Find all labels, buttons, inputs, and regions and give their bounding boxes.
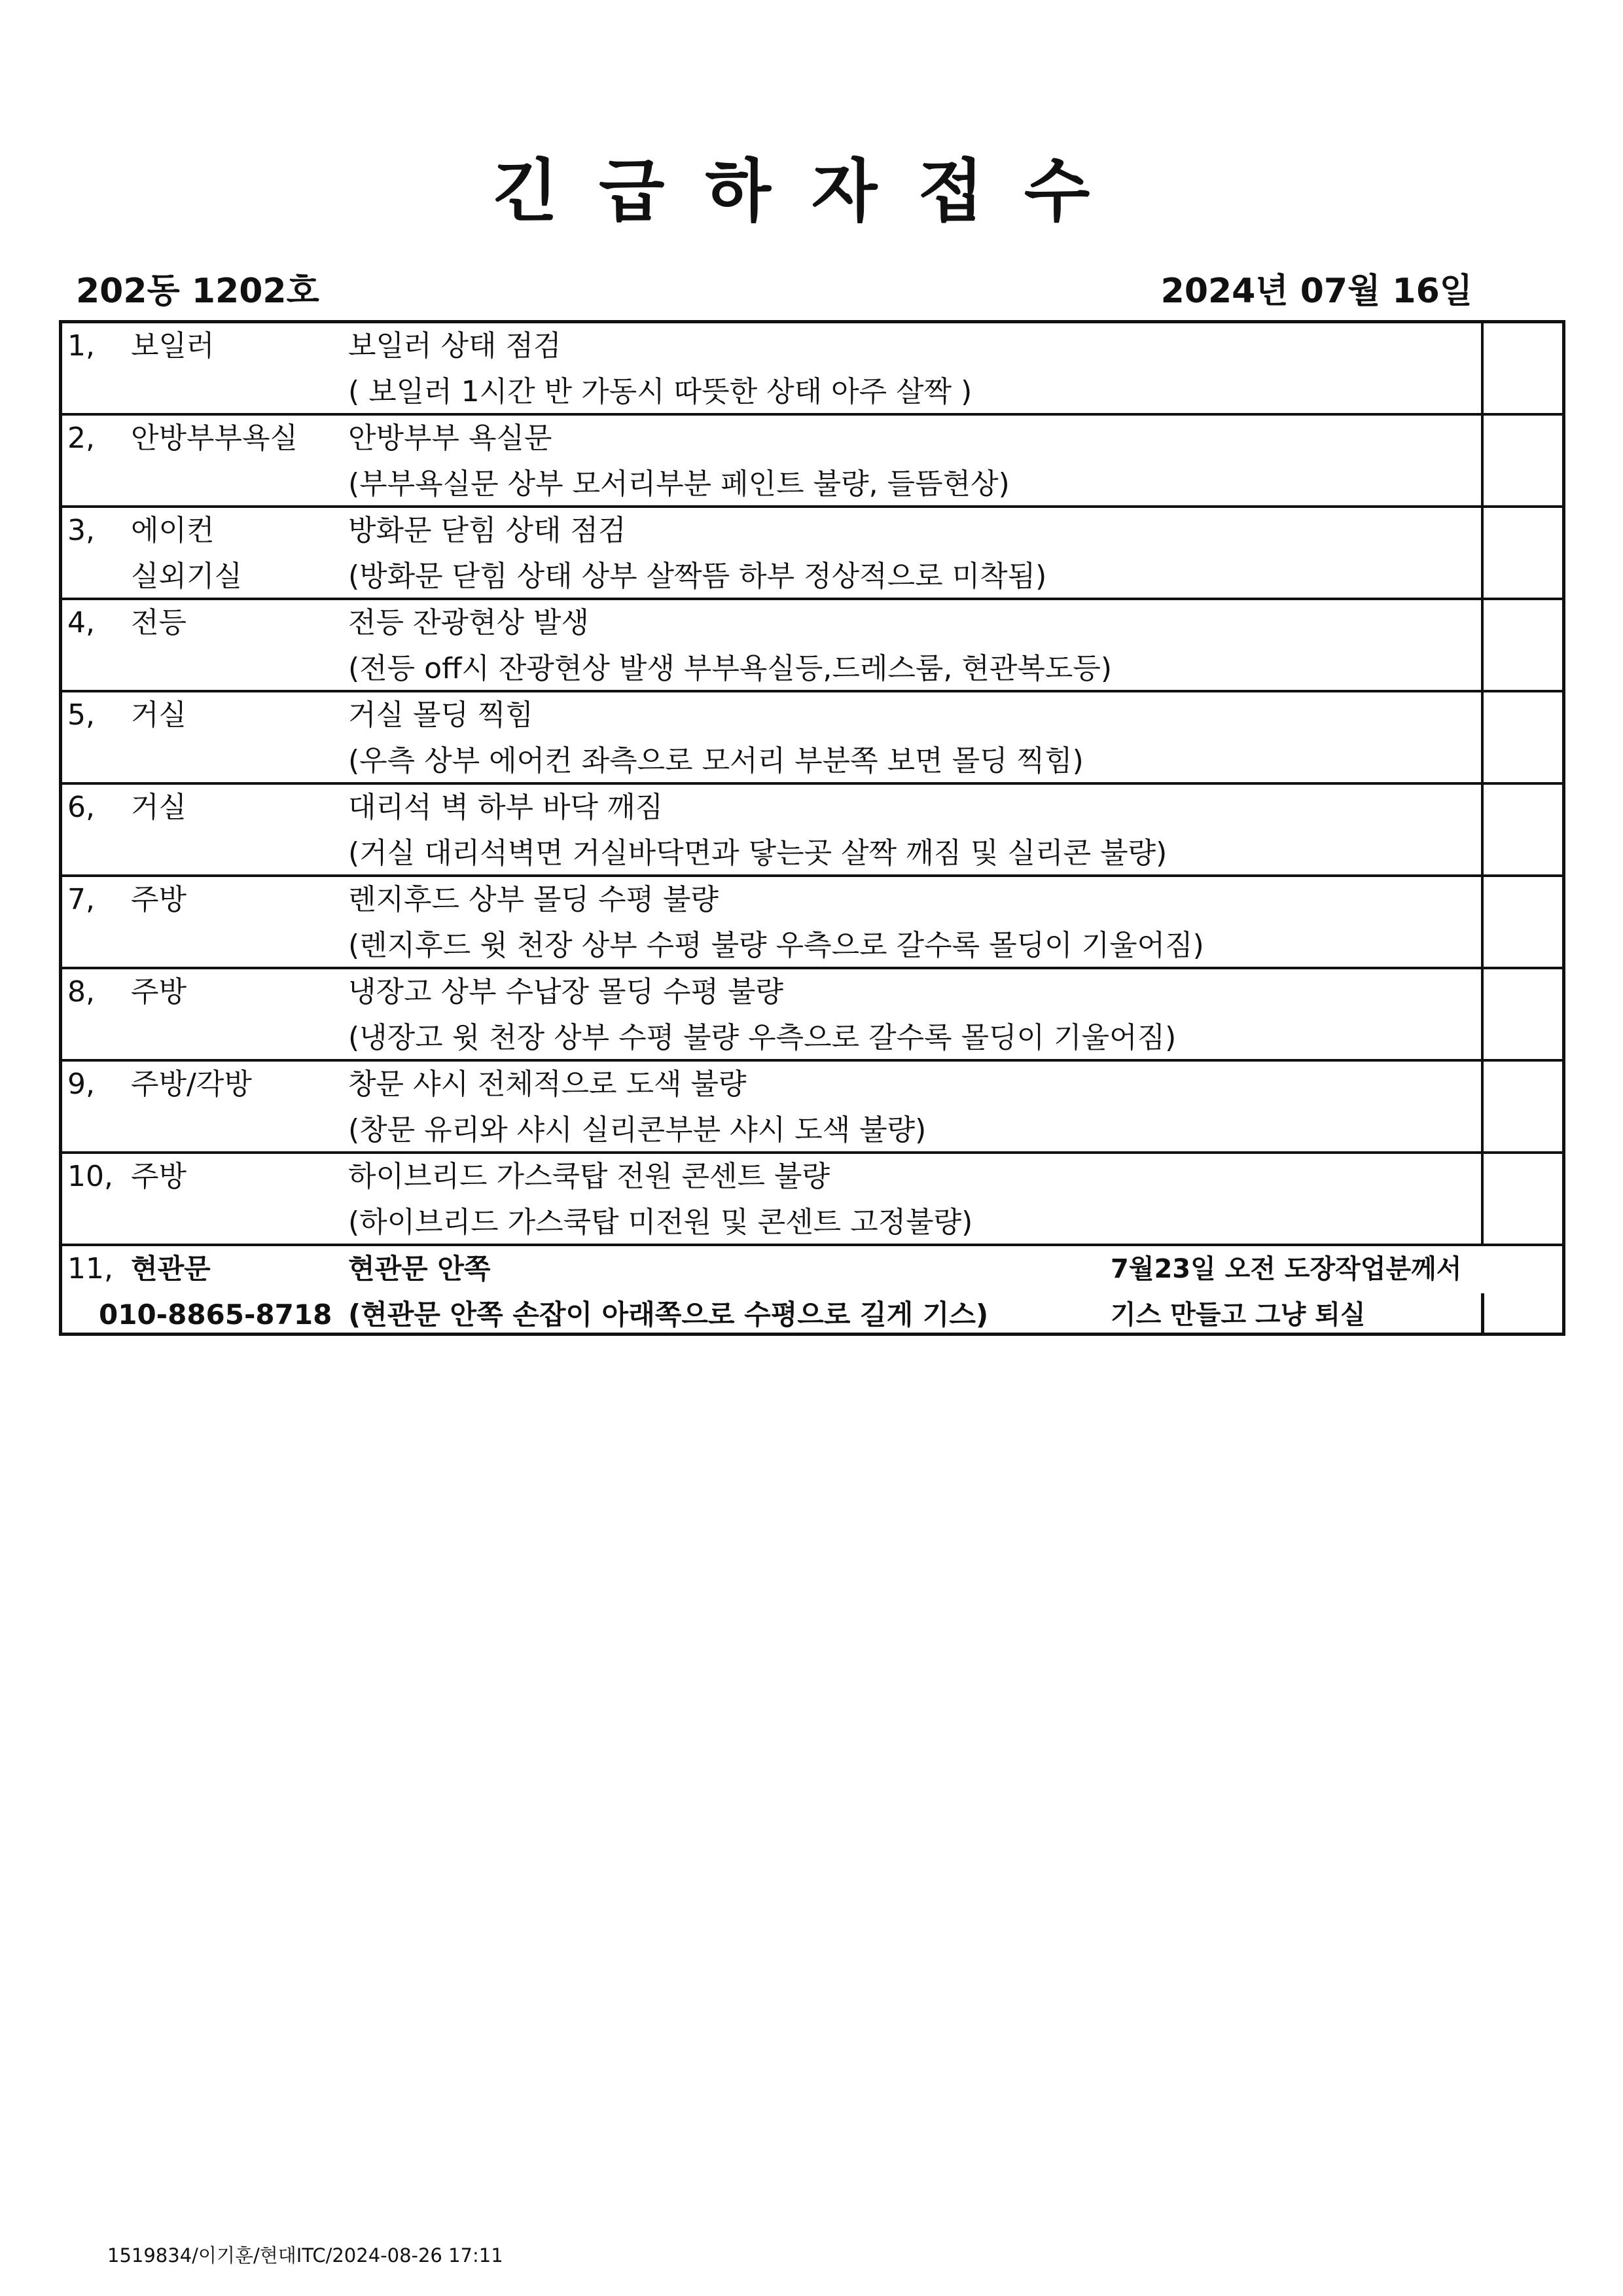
row-title: 안방부부 욕실문 bbox=[348, 422, 552, 455]
table-row bbox=[62, 1154, 1562, 1246]
row-location: 전등 bbox=[131, 606, 187, 639]
row-number: 5, bbox=[67, 698, 95, 732]
row-number: 10, bbox=[67, 1160, 113, 1193]
row-detail: (우측 상부 에어컨 좌측으로 모서리 부분쪽 보면 몰딩 찍힘) bbox=[348, 744, 1084, 778]
row-number: 7, bbox=[67, 883, 95, 916]
document-title: 긴급하자접수 bbox=[492, 151, 1131, 231]
table-row bbox=[62, 785, 1562, 877]
row-detail: (거실 대리석벽면 거실바닥면과 닿는곳 살짝 깨짐 및 실리콘 불량) bbox=[348, 836, 1168, 870]
row-title: 창문 샤시 전체적으로 도색 불량 bbox=[348, 1067, 747, 1101]
row-title: 렌지후드 상부 몰딩 수평 불량 bbox=[348, 883, 719, 916]
report-date: 2024년 07월 16일 bbox=[1160, 272, 1472, 311]
row-location: 주방 bbox=[131, 975, 187, 1009]
row-detail: (현관문 안쪽 손잡이 아래쪽으로 수평으로 길게 기스) bbox=[348, 1299, 989, 1331]
row-location: 보일러 bbox=[131, 329, 215, 363]
table-row bbox=[62, 969, 1562, 1062]
row-detail: (냉장고 윗 천장 상부 수평 불량 우측으로 갈수록 몰딩이 기울어짐) bbox=[348, 1021, 1177, 1054]
row-title: 현관문 안쪽 bbox=[348, 1253, 491, 1285]
row-note: 7월23일 오전 도장작업분께서 bbox=[1111, 1254, 1462, 1284]
row-note-secondary: 기스 만들고 그냥 퇴실 bbox=[1111, 1300, 1366, 1330]
row-detail: (방화문 닫힘 상태 상부 살짝뜸 하부 정상적으로 미착됨) bbox=[348, 560, 1047, 593]
row-title: 전등 잔광현상 발생 bbox=[348, 606, 590, 639]
table-row bbox=[62, 508, 1562, 600]
row-number: 2, bbox=[67, 422, 95, 455]
row-number: 11, bbox=[67, 1252, 113, 1285]
table-row bbox=[62, 692, 1562, 785]
row-location-secondary: 실외기실 bbox=[131, 560, 243, 593]
table-row bbox=[62, 600, 1562, 692]
row-location: 주방 bbox=[131, 1160, 187, 1193]
row-location: 거실 bbox=[131, 698, 187, 732]
row-title: 방화문 닫힘 상태 점검 bbox=[348, 514, 626, 547]
row-title: 보일러 상태 점검 bbox=[348, 329, 562, 363]
row-number: 1, bbox=[67, 329, 95, 363]
row-title: 대리석 벽 하부 바닥 깨짐 bbox=[348, 791, 663, 824]
row-number: 8, bbox=[67, 975, 95, 1009]
table-row bbox=[62, 877, 1562, 969]
row-location: 현관문 bbox=[131, 1253, 211, 1285]
row-title: 냉장고 상부 수납장 몰딩 수평 불량 bbox=[348, 975, 783, 1009]
table-row bbox=[62, 416, 1562, 508]
row-location: 거실 bbox=[131, 791, 187, 824]
row-title: 하이브리드 가스쿡탑 전원 콘센트 불량 bbox=[348, 1160, 830, 1193]
row-detail: (전등 off시 잔광현상 발생 부부욕실등,드레스룸, 현관복도등) bbox=[348, 652, 1113, 685]
table-row bbox=[62, 1062, 1562, 1154]
row-number: 3, bbox=[67, 514, 95, 547]
row-location: 주방/각방 bbox=[131, 1067, 252, 1101]
row-title: 거실 몰딩 찍힘 bbox=[348, 698, 533, 732]
row-location: 주방 bbox=[131, 883, 187, 916]
fax-footer: 1519834/이기훈/현대ITC/2024-08-26 17:11 bbox=[107, 2244, 503, 2267]
table-row-entrance bbox=[62, 1246, 1562, 1339]
defect-table bbox=[59, 320, 1565, 1336]
row-detail: (렌지후드 윗 천장 상부 수평 불량 우측으로 갈수록 몰딩이 기울어짐) bbox=[348, 929, 1204, 962]
row-number: 6, bbox=[67, 791, 95, 824]
row-number: 9, bbox=[67, 1067, 95, 1101]
table-row bbox=[62, 323, 1562, 416]
row-detail: ( 보일러 1시간 반 가동시 따뜻한 상태 아주 살짝 ) bbox=[348, 375, 972, 408]
row-location: 안방부부욕실 bbox=[131, 422, 298, 455]
check-column-mark bbox=[1481, 1293, 1484, 1335]
row-detail: (하이브리드 가스쿡탑 미전원 및 콘센트 고정불량) bbox=[348, 1206, 973, 1239]
row-location: 에이컨 bbox=[131, 514, 215, 547]
row-detail: (창문 유리와 샤시 실리콘부분 샤시 도색 불량) bbox=[348, 1113, 927, 1147]
row-detail: (부부욕실문 상부 모서리부분 페인트 불량, 들뜸현상) bbox=[348, 467, 1010, 501]
row-number: 4, bbox=[67, 606, 95, 639]
unit-number: 202동 1202호 bbox=[76, 272, 319, 311]
contact-phone: 010-8865-8718 bbox=[99, 1299, 332, 1331]
